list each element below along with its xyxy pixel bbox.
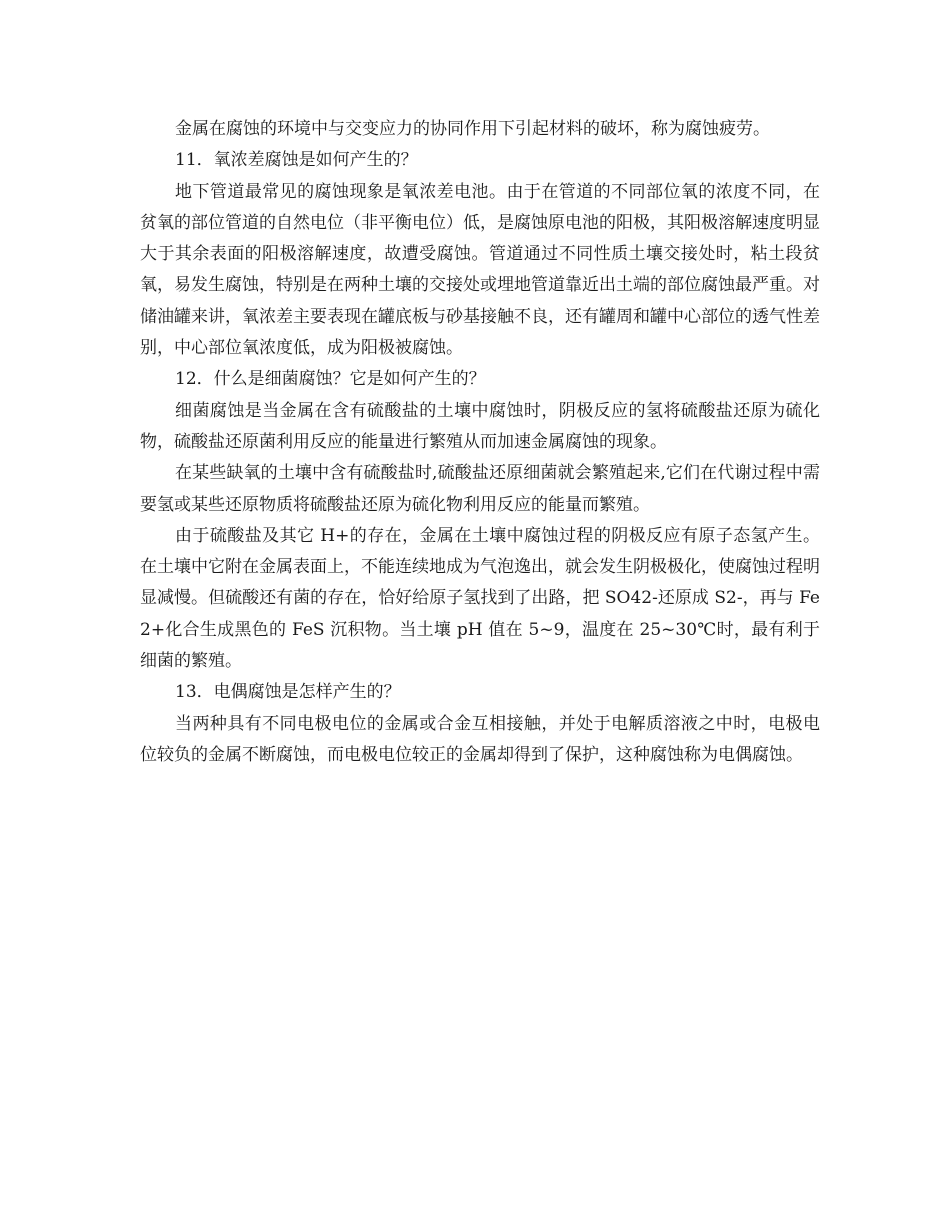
paragraph-cathodic-reaction: 由于硫酸盐及其它 H+的存在，金属在土壤中腐蚀过程的阴极反应有原子态氢产生。在土壤中它附在金属表面上，不能连续地成为气泡逸出，就会发生阴极极化，使腐蚀过程明显减慢。但硫酸还有菌的存在，恰好给原子氢找到了出路，把 SO42-还原成 S2-，再与 Fe2+化合生成黑色的 FeS 沉积物。当土壤 pH 值在 5~9，温度在 25~30℃时，最有利于细菌的繁殖。 bbox=[140, 525, 820, 672]
question-heading-12: 12．什么是细菌腐蚀？它是如何产生的？ bbox=[175, 369, 486, 390]
paragraph-oxygen-concentration-corrosion: 地下管道最常见的腐蚀现象是氧浓差电池。由于在管道的不同部位氧的浓度不同，在贫氧的部位管道的自然电位（非平衡电位）低，是腐蚀原电池的阳极，其阳极溶解速度明显大于其余表面的阳极溶解速度，故遭受腐蚀。管道通过不同性质土壤交接处时，粘土段贫氧，易发生腐蚀，特别是在两种土壤的交接处或埋地管道靠近出土端的部位腐蚀最严重。对储油罐来讲，氧浓差主要表现在罐底板与砂基接触不良，还有罐周和罐中心部位的透气性差别，中心部位氧浓度低，成为阳极被腐蚀。 bbox=[140, 181, 820, 359]
question-heading-11: 11．氧浓差腐蚀是如何产生的？ bbox=[175, 150, 418, 171]
paragraph-sulfate-reducing-bacteria: 在某些缺氧的土壤中含有硫酸盐时,硫酸盐还原细菌就会繁殖起来,它们在代谢过程中需要氢或某些还原物质将硫酸盐还原为硫化物利用反应的能量而繁殖。 bbox=[140, 463, 820, 515]
paragraph-galvanic-corrosion: 当两种具有不同电极电位的金属或合金互相接触，并处于电解质溶液之中时，电极电位较负的金属不断腐蚀，而电极电位较正的金属却得到了保护，这种腐蚀称为电偶腐蚀。 bbox=[140, 713, 820, 765]
document-page bbox=[140, 114, 820, 771]
paragraph-bacterial-corrosion-definition: 细菌腐蚀是当金属在含有硫酸盐的土壤中腐蚀时，阴极反应的氢将硫酸盐还原为硫化物，硫酸盐还原菌利用反应的能量进行繁殖从而加速金属腐蚀的现象。 bbox=[140, 400, 820, 452]
question-heading-13: 13．电偶腐蚀是怎样产生的？ bbox=[175, 682, 401, 703]
paragraph-corrosion-fatigue-definition: 金属在腐蚀的环境中与交变应力的协同作用下引起材料的破坏，称为腐蚀疲劳。 bbox=[175, 119, 770, 139]
